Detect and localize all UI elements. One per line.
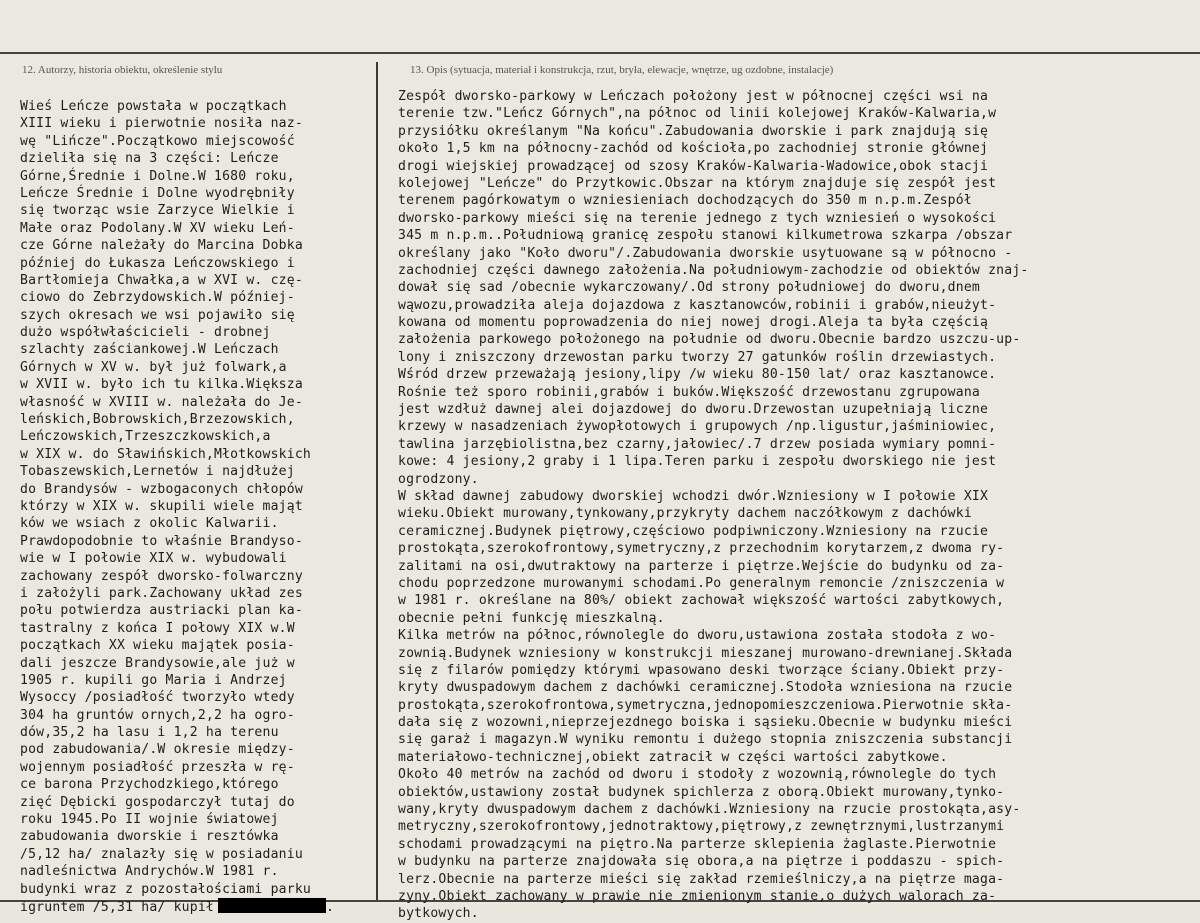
- history-text-line: Leńczowskich,Trzeszczkowskich,a: [20, 429, 271, 445]
- description-text-line: lerz.Obecnie na parterze mieści się zakład rzemieślniczy,a na piętrze maga-: [398, 871, 1005, 887]
- description-text-line: dworsko-parkowy mieści się na terenie jednego z tych wzniesień o wysokości: [398, 210, 997, 226]
- description-text-line: tawlina jarzębiolistna,bez czarny,jałowiec/.7 drzew posiada wymiary pomni-: [398, 436, 997, 452]
- description-text-line: ogrodzony.: [398, 471, 479, 487]
- description-text-line: w budynku na parterze znajdowała się obora,a na piętrze i poddaszu - spich-: [398, 854, 1005, 870]
- history-text-line: zięć Dębicki gospodarczył tutaj do: [20, 794, 295, 810]
- description-text-line: kowe: 4 jesiony,2 graby i 1 lipa.Teren parku i zespołu dworskiego nie jest: [398, 454, 997, 470]
- history-text-line: cze Górne należały do Marcina Dobka: [20, 238, 303, 254]
- description-text-line: w 1981 r. określane na 80%/ obiekt zachował większość wartości zabytkowych,: [398, 593, 1005, 609]
- history-text-line: /5,12 ha/ znalazły się w posiadaniu: [20, 846, 303, 862]
- description-text-line: zyny.Obiekt zachowany w prawie nie zmienionym stanie,o dużych walorach za-: [398, 888, 997, 904]
- history-text-line: ce barona Przychodzkiego,którego: [20, 777, 279, 793]
- description-text-line: drogi wiejskiej prowadzącej od szosy Kraków-Kalwaria-Wadowice,obok stacji: [398, 158, 989, 174]
- description-text-line: zalitami na osi,dwutraktowy na parterze i piętrze.Wejście do budynku od za-: [398, 558, 1005, 574]
- description-text-line: W skład dawnej zabudowy dworskiej wchodzi dwór.Wzniesiony w I połowie XIX: [398, 488, 989, 504]
- description-text-line: bytkowych.: [398, 906, 479, 922]
- description-text-line: założenia parkowego położonego na południe od dworu.Obecnie bardzo uszczu-up-: [398, 332, 1021, 348]
- description-text-line: 345 m n.p.m..Południową granicę zespołu stanowi kilkumetrowa szkarpa /obszar: [398, 228, 1013, 244]
- description-text-line: wany,kryty dwuspadowym dachem z dachówki.Wzniesiony na rzucie prostokąta,asy-: [398, 802, 1021, 818]
- history-text-line: zachowany zespół dworsko-folwarczny: [20, 568, 303, 584]
- right-section-header: 13. Opis (sytuacja, materiał i konstrukcja, rzut, bryła, elewacje, wnętrze, ug ozdobne, instalacje): [410, 64, 834, 76]
- redacted-name-block: [218, 898, 326, 913]
- history-text-line: XIII wieku i pierwotnie nosiła naz-: [20, 116, 303, 132]
- description-text-line: obecnie pełni funkcję mieszkalną.: [398, 610, 665, 626]
- description-text-line: przysiółku określanym "Na końcu".Zabudowania dworskie i park znajdują się: [398, 123, 989, 139]
- description-text-line: terenie tzw."Leńcz Górnych",na północ od linii kolejowej Kraków-Kalwaria,w: [398, 106, 997, 122]
- history-text-line: Małe oraz Podolany.W XV wieku Leń-: [20, 220, 295, 236]
- top-rule: [0, 52, 1200, 54]
- description-text-line: określany jako "Koło dworu"/.Zabudowania dworskie usytuowane są w północno -: [398, 245, 1013, 261]
- history-text-line: Górnych w XV w. był już folwark,a: [20, 359, 287, 375]
- description-text-line: kowana od momentu poprowadzenia do niej nowej drogi.Aleja ta była częścią: [398, 315, 989, 331]
- description-text-line: wieku.Obiekt murowany,tynkowany,przykryty dachem naczółkowym z dachówki: [398, 506, 972, 522]
- history-text-line: dali jeszcze Brandysowie,ale już w: [20, 655, 295, 671]
- history-text-line: 304 ha gruntów ornych,2,2 ha ogro-: [20, 707, 295, 723]
- description-text-line: Kilka metrów na północ,równolegle do dworu,ustawiona została stodoła z wo-: [398, 628, 997, 644]
- description-text-line: Wśród drzew przeważają jesiony,lipy /w wieku 80-150 lat/ oraz kasztanowce.: [398, 367, 997, 383]
- history-text-line: Wieś Leńcze powstała w początkach: [20, 99, 287, 114]
- description-text-line: dała się z wozowni,nieprzejezdnego boiska i sąsieku.Obecnie w budynku mieści: [398, 715, 1013, 731]
- description-text-line: metryczny,szerokofrontowy,jednotraktowy,piętrowy,z zewnętrznymi,lustrzanymi: [398, 819, 1005, 835]
- history-text-column: [20, 98, 380, 915]
- history-text-line: własność w XVIII w. należała do Je-: [20, 394, 303, 410]
- description-text-line: Około 40 metrów na zachód od dworu i stodoły z wozownią,równolegle do tych: [398, 767, 997, 783]
- history-text-line: wę "Lińcze".Początkowo miejscowość: [20, 133, 295, 149]
- history-text-line: do Brandysów - wzbogaconych chłopów: [20, 481, 303, 497]
- description-text-line: lony i zniszczony drzewostan parku tworzy 27 gatunków roślin drzewiastych.: [398, 349, 997, 365]
- description-text-column: [398, 88, 1188, 923]
- description-text-line: prostokąta,szerokofrontowa,symetryczna,jednopomieszczeniowa.Pierwotnie skła-: [398, 697, 1013, 713]
- description-text-line: prostokąta,szerokofrontowy,symetryczny,z przechodnim korytarzem,z dwoma ry-: [398, 541, 1005, 557]
- history-text-line: Prawdopodobnie to właśnie Brandyso-: [20, 533, 303, 549]
- history-text-line: igruntem /5,31 ha/ kupił .: [20, 899, 335, 915]
- description-text-line: wąwozu,prowadziła aleja dojazdowa z kasztanowców,robinii i grabów,nieużyt-: [398, 297, 997, 313]
- history-text-line: początkach XX wieku majątek posia-: [20, 638, 295, 654]
- history-text-line: Górne,Średnie i Dolne.W 1680 roku,: [20, 168, 295, 184]
- description-text-line: zachodniej części dawnego założenia.Na południowym-zachodzie od obiektów znaj-: [398, 262, 1029, 278]
- description-text-line: kolejowej "Leńcze" do Przytkowic.Obszar na którym znajduje się zespół jest: [398, 175, 997, 191]
- description-text-line: Zespół dworsko-parkowy w Leńczach położony jest w północnej części wsi na: [398, 89, 989, 104]
- left-section-header: 12. Autorzy, historia obiektu, określenie stylu: [22, 64, 223, 76]
- description-text-line: zownią.Budynek wzniesiony w konstrukcji mieszanej murowano-drewnianej.Składa: [398, 645, 1013, 661]
- description-text-line: się garaż i magazyn.W wyniku remontu i dużego stopnia zniszczenia substancji: [398, 732, 1013, 748]
- history-text-line: wie w I połowie XIX w. wybudowali: [20, 551, 287, 567]
- history-text-line: tastralny z końca I połowy XIX w.W: [20, 620, 295, 636]
- history-text-line: w XVII w. było ich tu kilka.Większa: [20, 377, 303, 393]
- history-text-line: Bartłomieja Chwałka,a w XVI w. czę-: [20, 272, 303, 288]
- history-text-line: wojennym posiadłość przeszła w rę-: [20, 759, 295, 775]
- history-text-line: w XIX w. do Sławińskich,Młotkowskich: [20, 446, 311, 462]
- history-text-line: Wysoccy /posiadłość tworzyło wtedy: [20, 690, 295, 706]
- description-text-line: chodu poprzedzone murowanymi schodami.Po generalnym remoncie /zniszczenia w: [398, 575, 1005, 591]
- description-text-line: jest wzdłuż dawnej alei dojazdowej do dworu.Drzewostan uzupełniają liczne: [398, 402, 989, 418]
- description-text-line: terenem pagórkowatym o wzniesieniach dochodzących do 350 m n.p.m.Zespół: [398, 193, 972, 209]
- history-text-line: Leńcze Średnie i Dolne wyodrębniły: [20, 185, 295, 201]
- history-text-line: leńskich,Bobrowskich,Brzezowskich,: [20, 412, 295, 428]
- history-text-line: szlachty zaściankowej.W Leńczach: [20, 342, 279, 358]
- history-text-line: dużo współwłaścicieli - drobnej: [20, 325, 271, 341]
- description-text-line: około 1,5 km na północny-zachód od kościoła,po zachodniej stronie głównej: [398, 141, 989, 157]
- description-text-line: dował się sad /obecnie wykarczowany/.Od strony południowej do dworu,dnem: [398, 280, 980, 296]
- history-text-line: zabudowania dworskie i resztówka: [20, 829, 279, 845]
- description-text-line: Rośnie też sporo robinii,grabów i buków.Większość drzewostanu zgrupowana: [398, 384, 980, 400]
- history-text-line: budynki wraz z pozostałościami parku: [20, 881, 311, 897]
- history-text-line: później do Łukasza Leńczowskiego i: [20, 255, 295, 271]
- description-text-line: krzewy w nasadzeniach żywopłotowych i grupowych /np.ligustur,jaśminiowiec,: [398, 419, 997, 435]
- history-text-line: połu potwierdza austriacki plan ka-: [20, 603, 303, 619]
- history-text-line: ciowo do Zebrzydowskich.W później-: [20, 290, 295, 306]
- description-text-line: kryty dwuspadowym dachem z dachówki ceramicznej.Stodoła wzniesiona na rzucie: [398, 680, 1013, 696]
- sentence-end-period: .: [326, 899, 335, 915]
- history-text-line: szych okresach we wsi pojawiło się: [20, 307, 295, 323]
- history-text-line: ków we wsiach z okolic Kalwarii.: [20, 516, 279, 532]
- description-text-line: ceramicznej.Budynek piętrowy,częściowo podpiwniczony.Wzniesiony na rzucie: [398, 523, 989, 539]
- history-text-line: którzy w XIX w. skupili wiele mająt: [20, 498, 303, 514]
- description-text-line: schodami prowadzącymi na piętro.Na parterze sklepienia żaglaste.Pierwotnie: [398, 836, 997, 852]
- description-text-line: materiałowo-technicznej,obiekt zatracił w części wartości zabytkowe.: [398, 749, 948, 765]
- history-text-line: się tworząc wsie Zarzyce Wielkie i: [20, 203, 295, 219]
- history-text-line: 1905 r. kupili go Maria i Andrzej: [20, 672, 287, 688]
- history-text-line: nadleśnictwa Andrychów.W 1981 r.: [20, 864, 279, 880]
- history-text-line: i założyli park.Zachowany układ zes: [20, 585, 303, 601]
- history-text-line: pod zabudowania/.W okresie między-: [20, 742, 295, 758]
- history-text-line: dów,35,2 ha lasu i 1,2 ha terenu: [20, 725, 279, 741]
- history-text-line: roku 1945.Po II wojnie światowej: [20, 812, 279, 828]
- history-text-line: Tobaszewskich,Lernetów i najdłużej: [20, 464, 295, 480]
- description-text-line: obiektów,ustawiony został budynek spichlerza z oborą.Obiekt murowany,tynko-: [398, 784, 1005, 800]
- history-text-line: dzieliła się na 3 części: Leńcze: [20, 151, 279, 167]
- description-text-line: się z filarów pomiędzy którymi wpasowano deski tworzące ściany.Obiekt przy-: [398, 662, 1005, 678]
